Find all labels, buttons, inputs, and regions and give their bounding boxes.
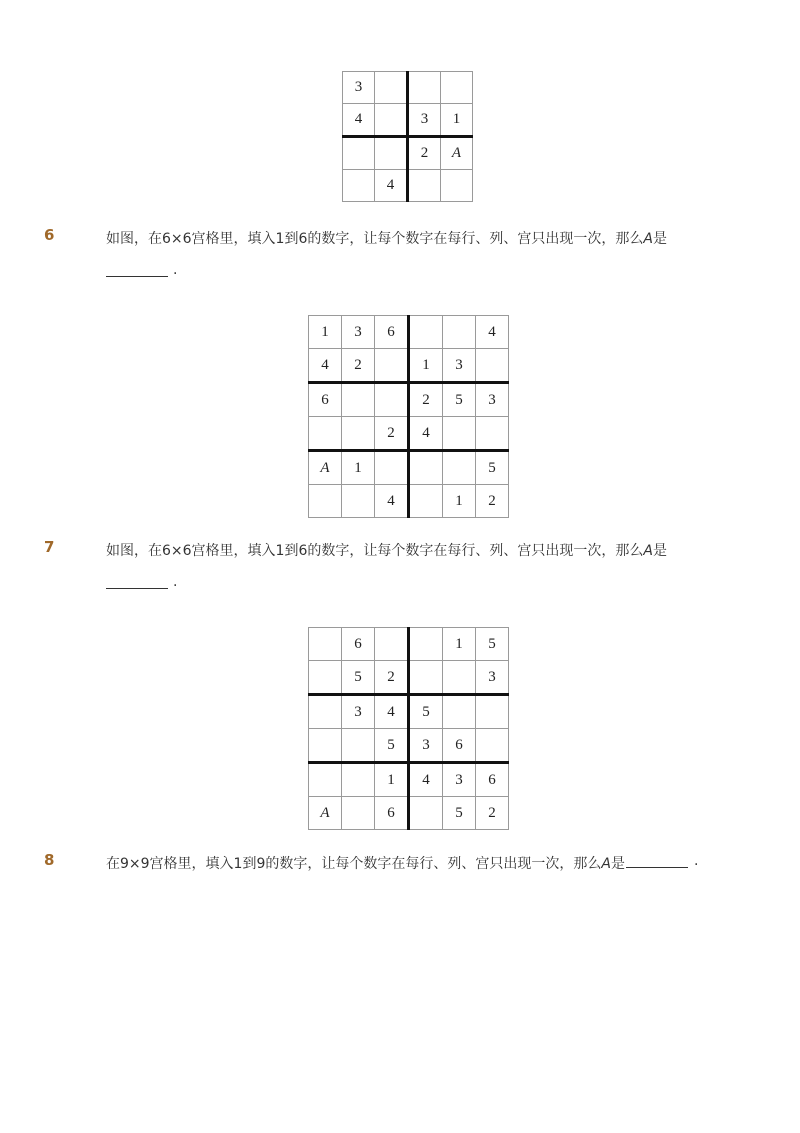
grid-row <box>309 628 509 661</box>
grid-cell: 1 <box>409 349 443 383</box>
grid-cell <box>342 763 375 797</box>
question-6-text-after: 是 <box>652 231 667 247</box>
grid-cell <box>309 661 342 695</box>
grid-cell: 5 <box>476 451 509 485</box>
grid-cell <box>375 628 409 661</box>
grid-cell: 2 <box>476 797 509 830</box>
grid-cell <box>342 729 375 763</box>
grid-cell: 4 <box>375 695 409 729</box>
grid-cell: 4 <box>375 170 408 202</box>
grid-cell: 2 <box>375 661 409 695</box>
grid-row <box>309 417 509 451</box>
grid-row <box>309 485 509 518</box>
grid-cell <box>441 72 473 104</box>
answer-blank-8[interactable] <box>626 867 688 868</box>
grid-cell: 3 <box>409 729 443 763</box>
grid-row <box>343 137 473 170</box>
grid-cell <box>375 383 409 417</box>
grid-cell: 4 <box>409 417 443 451</box>
grid-cell <box>409 628 443 661</box>
grid-cell <box>443 316 476 349</box>
period-6: . <box>173 262 178 278</box>
grid-cell <box>343 137 375 170</box>
grid-cell: 1 <box>441 104 473 137</box>
grid-cell <box>409 316 443 349</box>
grid-cell: 1 <box>443 485 476 518</box>
grid-cell: 3 <box>408 104 441 137</box>
grid-cell: 4 <box>343 104 375 137</box>
grid-cell: 1 <box>443 628 476 661</box>
grid-cell <box>375 137 408 170</box>
grid-cell: 3 <box>342 316 375 349</box>
grid-cell <box>375 72 408 104</box>
grid-cell <box>476 695 509 729</box>
grid-row <box>309 316 509 349</box>
grid-cell <box>408 72 441 104</box>
question-6-text-before: 如图，在6×6宫格里，填入1到6的数字，让每个数字在每行、列、宫只出现一次，那么 <box>106 231 644 247</box>
grid-cell <box>409 451 443 485</box>
grid-cell: 3 <box>476 661 509 695</box>
grid-row <box>309 695 509 729</box>
grid-cell: 5 <box>375 729 409 763</box>
grid-cell <box>443 661 476 695</box>
grid-cell: A <box>441 137 473 170</box>
grid-cell <box>342 383 375 417</box>
grid-cell: 3 <box>443 349 476 383</box>
sudoku-grid-6x6-q7 <box>308 627 509 830</box>
answer-blank-6[interactable] <box>106 276 168 277</box>
grid-cell: 2 <box>476 485 509 518</box>
grid-cell: 2 <box>375 417 409 451</box>
grid-cell: 1 <box>375 763 409 797</box>
grid-cell: 4 <box>375 485 409 518</box>
grid-cell <box>443 417 476 451</box>
grid-cell: 6 <box>375 797 409 830</box>
grid-cell: 6 <box>443 729 476 763</box>
grid-cell <box>309 729 342 763</box>
question-7-text-before: 如图，在6×6宫格里，填入1到6的数字，让每个数字在每行、列、宫只出现一次，那么 <box>106 543 644 559</box>
grid-row <box>343 104 473 137</box>
grid-row <box>309 797 509 830</box>
grid-row <box>309 451 509 485</box>
grid-cell: 2 <box>342 349 375 383</box>
grid-row <box>343 170 473 202</box>
grid-cell: 5 <box>443 383 476 417</box>
question-8-variable: A <box>601 856 611 872</box>
grid-cell: 6 <box>309 383 342 417</box>
grid-row <box>309 729 509 763</box>
grid-cell <box>476 729 509 763</box>
grid-row <box>309 349 509 383</box>
question-text-7 <box>106 540 667 560</box>
grid-cell: 4 <box>476 316 509 349</box>
grid-row <box>309 763 509 797</box>
sudoku-grid-6x6-q6 <box>308 315 509 518</box>
grid-cell: 6 <box>375 316 409 349</box>
grid-cell <box>342 797 375 830</box>
grid-cell <box>375 349 409 383</box>
grid-cell: 1 <box>309 316 342 349</box>
grid-cell <box>443 451 476 485</box>
grid-cell: 3 <box>343 72 375 104</box>
question-8-text-before: 在9×9宫格里，填入1到9的数字，让每个数字在每行、列、宫只出现一次，那么 <box>106 856 602 872</box>
grid-cell <box>409 797 443 830</box>
grid-row <box>343 72 473 104</box>
grid-cell <box>342 417 375 451</box>
grid-cell: 1 <box>342 451 375 485</box>
grid-cell <box>476 349 509 383</box>
question-text-6 <box>106 228 667 248</box>
grid-cell: 5 <box>409 695 443 729</box>
period-7: . <box>173 574 178 590</box>
grid-cell: 5 <box>476 628 509 661</box>
grid-cell: 4 <box>409 763 443 797</box>
grid-cell <box>409 485 443 518</box>
question-6-variable: A <box>643 231 653 247</box>
sudoku-grid-4x4 <box>342 71 473 202</box>
question-8-text-after: 是 <box>610 856 625 872</box>
grid-cell: 3 <box>476 383 509 417</box>
grid-cell: A <box>309 797 342 830</box>
grid-cell <box>409 661 443 695</box>
grid-cell: 3 <box>342 695 375 729</box>
question-number-8: 8 <box>44 851 55 869</box>
grid-cell <box>309 763 342 797</box>
question-7-variable: A <box>643 543 653 559</box>
question-text-8 <box>106 853 625 873</box>
period-8: . <box>694 853 699 869</box>
grid-cell: 4 <box>309 349 342 383</box>
grid-cell <box>342 485 375 518</box>
grid-cell <box>441 170 473 202</box>
grid-cell <box>309 485 342 518</box>
grid-cell: 2 <box>409 383 443 417</box>
grid-cell <box>408 170 441 202</box>
grid-cell <box>476 417 509 451</box>
grid-cell: 6 <box>342 628 375 661</box>
grid-cell <box>375 104 408 137</box>
grid-cell: 2 <box>408 137 441 170</box>
grid-cell: 3 <box>443 763 476 797</box>
grid-cell <box>375 451 409 485</box>
grid-row <box>309 383 509 417</box>
grid-cell <box>309 628 342 661</box>
question-number-6: 6 <box>44 226 55 244</box>
grid-cell <box>309 695 342 729</box>
grid-cell: 5 <box>443 797 476 830</box>
question-number-7: 7 <box>44 538 55 556</box>
question-7-text-after: 是 <box>652 543 667 559</box>
answer-blank-7[interactable] <box>106 588 168 589</box>
grid-cell: 5 <box>342 661 375 695</box>
grid-cell <box>309 417 342 451</box>
grid-cell: 6 <box>476 763 509 797</box>
grid-cell: A <box>309 451 342 485</box>
grid-cell <box>343 170 375 202</box>
grid-row <box>309 661 509 695</box>
grid-cell <box>443 695 476 729</box>
